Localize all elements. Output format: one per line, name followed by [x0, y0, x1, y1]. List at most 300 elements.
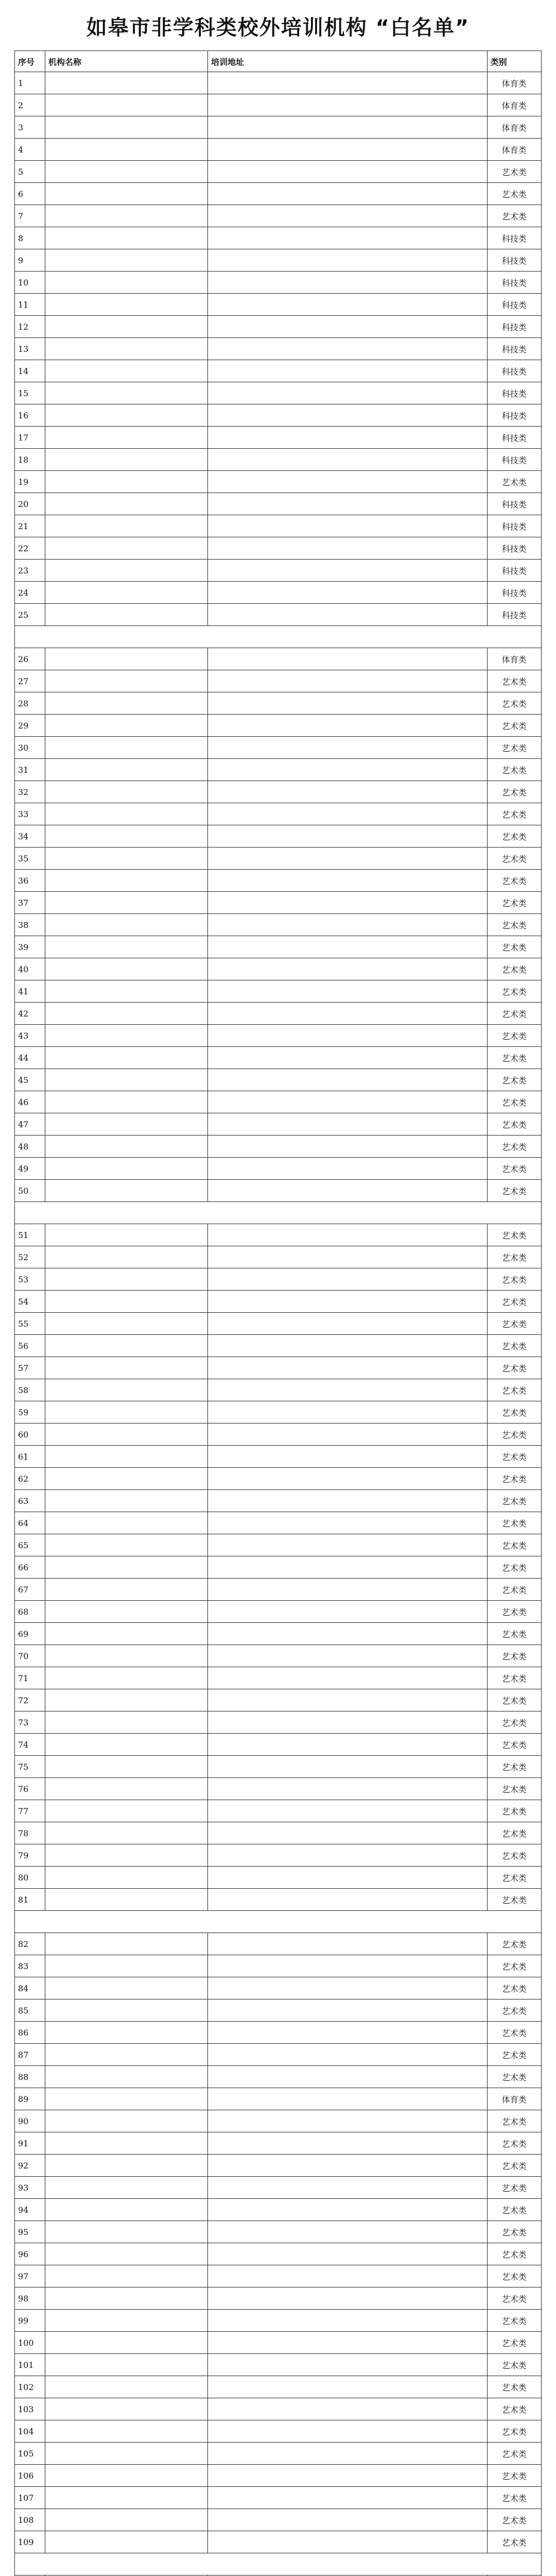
cell-serial-no: 66	[15, 1556, 45, 1579]
cell-training-address	[208, 848, 488, 870]
cell-institution-name	[45, 2287, 207, 2310]
cell-category: 艺术类	[487, 183, 541, 205]
cell-institution-name	[45, 338, 207, 360]
cell-institution-name	[45, 1401, 207, 1423]
cell-category: 科技类	[487, 316, 541, 338]
cell-institution-name	[45, 2132, 207, 2155]
cell-category: 艺术类	[487, 1136, 541, 1158]
table-row	[15, 715, 542, 737]
cell-category: 艺术类	[487, 2332, 541, 2354]
table-row	[15, 2088, 542, 2110]
cell-category: 艺术类	[487, 1933, 541, 1955]
cell-serial-no: 89	[15, 2088, 45, 2110]
cell-institution-name	[45, 980, 207, 1003]
cell-category: 艺术类	[487, 1689, 541, 1711]
cell-training-address	[208, 72, 488, 94]
cell-training-address	[208, 1468, 488, 1490]
cell-institution-name	[45, 2420, 207, 2443]
cell-category: 艺术类	[487, 2177, 541, 2199]
cell-serial-no: 77	[15, 1800, 45, 1822]
cell-training-address	[208, 759, 488, 781]
cell-serial-no: 56	[15, 1335, 45, 1357]
cell-training-address	[208, 1512, 488, 1534]
cell-serial-no: 78	[15, 1822, 45, 1844]
cell-training-address	[208, 1136, 488, 1158]
cell-category: 科技类	[487, 227, 541, 249]
cell-training-address	[208, 914, 488, 936]
cell-training-address	[208, 781, 488, 803]
table-row	[15, 1025, 542, 1047]
cell-institution-name	[45, 1180, 207, 1202]
cell-training-address	[208, 870, 488, 892]
cell-training-address	[208, 2265, 488, 2287]
cell-institution-name	[45, 2265, 207, 2287]
cell-category: 艺术类	[487, 1556, 541, 1579]
cell-institution-name	[45, 1313, 207, 1335]
cell-institution-name	[45, 1889, 207, 1911]
table-row	[15, 2332, 542, 2354]
cell-training-address	[208, 382, 488, 404]
cell-training-address	[208, 116, 488, 139]
whitelist-table	[14, 50, 542, 2576]
cell-training-address	[208, 1003, 488, 1025]
cell-serial-no: 94	[15, 2199, 45, 2221]
cell-institution-name	[45, 582, 207, 604]
cell-training-address	[208, 1224, 488, 1246]
table-row	[15, 2443, 542, 2465]
cell-serial-no: 57	[15, 1357, 45, 1379]
cell-category: 艺术类	[487, 715, 541, 737]
cell-serial-no: 15	[15, 382, 45, 404]
cell-training-address	[208, 1689, 488, 1711]
table-row	[15, 2199, 542, 2221]
cell-serial-no: 10	[15, 272, 45, 294]
cell-training-address	[208, 1113, 488, 1136]
cell-institution-name	[45, 2221, 207, 2243]
cell-serial-no: 26	[15, 648, 45, 670]
cell-training-address	[208, 1534, 488, 1556]
cell-category: 科技类	[487, 360, 541, 382]
cell-serial-no: 98	[15, 2287, 45, 2310]
cell-category: 艺术类	[487, 2509, 541, 2531]
cell-training-address	[208, 2243, 488, 2265]
table-row	[15, 803, 542, 825]
table-row	[15, 2044, 542, 2066]
cell-training-address	[208, 338, 488, 360]
cell-training-address	[208, 715, 488, 737]
header-serial-no: 序号	[15, 51, 45, 72]
cell-serial-no: 44	[15, 1047, 45, 1069]
cell-serial-no: 59	[15, 1401, 45, 1423]
cell-serial-no: 108	[15, 2509, 45, 2531]
table-row	[15, 1446, 542, 1468]
cell-training-address	[208, 1778, 488, 1800]
cell-serial-no: 83	[15, 1955, 45, 1977]
cell-training-address	[208, 2022, 488, 2044]
table-row	[15, 2420, 542, 2443]
cell-institution-name	[45, 183, 207, 205]
cell-institution-name	[45, 294, 207, 316]
cell-category: 科技类	[487, 427, 541, 449]
cell-category: 艺术类	[487, 2132, 541, 2155]
cell-institution-name	[45, 2155, 207, 2177]
cell-category: 艺术类	[487, 1423, 541, 1446]
table-row	[15, 2398, 542, 2420]
cell-institution-name	[45, 72, 207, 94]
cell-category: 艺术类	[487, 2310, 541, 2332]
cell-serial-no: 24	[15, 582, 45, 604]
cell-serial-no: 33	[15, 803, 45, 825]
block-separator	[15, 1202, 542, 1224]
cell-category: 艺术类	[487, 1180, 541, 1202]
table-row	[15, 1734, 542, 1756]
cell-institution-name	[45, 958, 207, 980]
cell-institution-name	[45, 1423, 207, 1446]
cell-serial-no: 74	[15, 1734, 45, 1756]
cell-category: 艺术类	[487, 1534, 541, 1556]
table-row	[15, 2066, 542, 2088]
table-row	[15, 139, 542, 161]
cell-training-address	[208, 316, 488, 338]
cell-serial-no: 81	[15, 1889, 45, 1911]
table-row	[15, 781, 542, 803]
table-row	[15, 980, 542, 1003]
cell-serial-no: 64	[15, 1512, 45, 1534]
cell-category: 体育类	[487, 94, 541, 116]
cell-category: 艺术类	[487, 2465, 541, 2487]
cell-category: 艺术类	[487, 2487, 541, 2509]
cell-institution-name	[45, 914, 207, 936]
table-row	[15, 670, 542, 692]
cell-institution-name	[45, 648, 207, 670]
cell-institution-name	[45, 471, 207, 493]
cell-category: 艺术类	[487, 2243, 541, 2265]
cell-serial-no: 12	[15, 316, 45, 338]
cell-serial-no: 38	[15, 914, 45, 936]
cell-institution-name	[45, 2531, 207, 2553]
cell-institution-name	[45, 1999, 207, 2022]
table-row	[15, 825, 542, 848]
cell-training-address	[208, 183, 488, 205]
cell-category: 艺术类	[487, 848, 541, 870]
table-row	[15, 1689, 542, 1711]
cell-serial-no: 97	[15, 2265, 45, 2287]
cell-serial-no: 7	[15, 205, 45, 227]
cell-training-address	[208, 1069, 488, 1091]
cell-institution-name	[45, 759, 207, 781]
cell-training-address	[208, 537, 488, 560]
cell-institution-name	[45, 1711, 207, 1734]
cell-category: 艺术类	[487, 161, 541, 183]
cell-category: 艺术类	[487, 1844, 541, 1867]
cell-serial-no: 46	[15, 1091, 45, 1113]
cell-category: 艺术类	[487, 2354, 541, 2376]
cell-category: 艺术类	[487, 1357, 541, 1379]
table-row	[15, 1180, 542, 1202]
cell-serial-no: 1	[15, 72, 45, 94]
cell-institution-name	[45, 116, 207, 139]
cell-category: 艺术类	[487, 1401, 541, 1423]
cell-institution-name	[45, 781, 207, 803]
table-row	[15, 1069, 542, 1091]
cell-category: 艺术类	[487, 692, 541, 715]
cell-serial-no: 23	[15, 560, 45, 582]
table-row	[15, 1579, 542, 1601]
cell-institution-name	[45, 2243, 207, 2265]
cell-serial-no: 16	[15, 404, 45, 427]
cell-institution-name	[45, 2310, 207, 2332]
cell-category: 艺术类	[487, 1291, 541, 1313]
cell-institution-name	[45, 2022, 207, 2044]
cell-training-address	[208, 249, 488, 272]
cell-category: 艺术类	[487, 958, 541, 980]
table-row	[15, 1113, 542, 1136]
cell-institution-name	[45, 2199, 207, 2221]
cell-serial-no: 95	[15, 2221, 45, 2243]
table-row	[15, 1667, 542, 1689]
cell-institution-name	[45, 1645, 207, 1667]
cell-serial-no: 40	[15, 958, 45, 980]
table-header	[15, 51, 542, 72]
table-row	[15, 936, 542, 958]
table-row	[15, 2354, 542, 2376]
cell-serial-no: 96	[15, 2243, 45, 2265]
cell-serial-no: 58	[15, 1379, 45, 1401]
cell-institution-name	[45, 1623, 207, 1645]
cell-category: 艺术类	[487, 2398, 541, 2420]
cell-institution-name	[45, 1756, 207, 1778]
cell-institution-name	[45, 316, 207, 338]
cell-institution-name	[45, 1003, 207, 1025]
cell-serial-no: 34	[15, 825, 45, 848]
cell-serial-no: 11	[15, 294, 45, 316]
cell-category: 体育类	[487, 139, 541, 161]
cell-serial-no: 30	[15, 737, 45, 759]
cell-training-address	[208, 1800, 488, 1822]
cell-institution-name	[45, 1224, 207, 1246]
cell-training-address	[208, 139, 488, 161]
cell-institution-name	[45, 604, 207, 626]
cell-training-address	[208, 670, 488, 692]
cell-institution-name	[45, 2487, 207, 2509]
cell-training-address	[208, 2443, 488, 2465]
cell-serial-no: 68	[15, 1601, 45, 1623]
cell-institution-name	[45, 1667, 207, 1689]
cell-category: 科技类	[487, 582, 541, 604]
cell-category: 艺术类	[487, 1069, 541, 1091]
cell-training-address	[208, 1246, 488, 1268]
cell-training-address	[208, 2354, 488, 2376]
block-separator-cell	[15, 2553, 542, 2575]
cell-training-address	[208, 2310, 488, 2332]
cell-training-address	[208, 2332, 488, 2354]
cell-training-address	[208, 1756, 488, 1778]
table-row	[15, 272, 542, 294]
cell-training-address	[208, 1645, 488, 1667]
table-row	[15, 2265, 542, 2287]
cell-training-address	[208, 1977, 488, 1999]
cell-category: 艺术类	[487, 1003, 541, 1025]
cell-serial-no: 91	[15, 2132, 45, 2155]
cell-category: 艺术类	[487, 1734, 541, 1756]
cell-category: 艺术类	[487, 781, 541, 803]
cell-category: 艺术类	[487, 1778, 541, 1800]
cell-category: 艺术类	[487, 1468, 541, 1490]
cell-institution-name	[45, 2066, 207, 2088]
cell-training-address	[208, 1335, 488, 1357]
cell-training-address	[208, 1822, 488, 1844]
cell-training-address	[208, 2420, 488, 2443]
cell-category: 艺术类	[487, 1379, 541, 1401]
cell-category: 艺术类	[487, 1490, 541, 1512]
cell-serial-no: 14	[15, 360, 45, 382]
cell-category: 艺术类	[487, 1113, 541, 1136]
cell-serial-no: 87	[15, 2044, 45, 2066]
cell-serial-no: 93	[15, 2177, 45, 2199]
cell-serial-no: 84	[15, 1977, 45, 1999]
cell-serial-no: 13	[15, 338, 45, 360]
cell-training-address	[208, 2221, 488, 2243]
cell-training-address	[208, 2177, 488, 2199]
cell-institution-name	[45, 205, 207, 227]
table-row	[15, 892, 542, 914]
cell-training-address	[208, 1180, 488, 1202]
cell-category: 艺术类	[487, 2420, 541, 2443]
cell-training-address	[208, 1556, 488, 1579]
cell-category: 科技类	[487, 449, 541, 471]
cell-training-address	[208, 2287, 488, 2310]
cell-serial-no: 55	[15, 1313, 45, 1335]
table-row	[15, 2221, 542, 2243]
cell-training-address	[208, 471, 488, 493]
table-row	[15, 1091, 542, 1113]
table-row	[15, 2177, 542, 2199]
table-row	[15, 1224, 542, 1246]
cell-category: 科技类	[487, 560, 541, 582]
cell-institution-name	[45, 1534, 207, 1556]
cell-training-address	[208, 2132, 488, 2155]
table-row	[15, 1401, 542, 1423]
cell-serial-no: 61	[15, 1446, 45, 1468]
cell-category: 艺术类	[487, 1224, 541, 1246]
cell-institution-name	[45, 1246, 207, 1268]
cell-serial-no: 63	[15, 1490, 45, 1512]
cell-institution-name	[45, 537, 207, 560]
cell-institution-name	[45, 2509, 207, 2531]
cell-serial-no: 101	[15, 2354, 45, 2376]
cell-training-address	[208, 1379, 488, 1401]
table-row	[15, 2487, 542, 2509]
table-row	[15, 737, 542, 759]
cell-serial-no: 43	[15, 1025, 45, 1047]
cell-institution-name	[45, 1579, 207, 1601]
cell-serial-no: 100	[15, 2332, 45, 2354]
cell-training-address	[208, 1933, 488, 1955]
table-row	[15, 316, 542, 338]
cell-category: 艺术类	[487, 1667, 541, 1689]
cell-category: 艺术类	[487, 2022, 541, 2044]
cell-institution-name	[45, 161, 207, 183]
cell-training-address	[208, 2398, 488, 2420]
table-row	[15, 1800, 542, 1822]
block-separator	[15, 1911, 542, 1933]
cell-serial-no: 21	[15, 515, 45, 537]
cell-training-address	[208, 2465, 488, 2487]
cell-category: 艺术类	[487, 1645, 541, 1667]
cell-serial-no: 82	[15, 1933, 45, 1955]
cell-category: 艺术类	[487, 2265, 541, 2287]
cell-institution-name	[45, 1113, 207, 1136]
table-row	[15, 449, 542, 471]
cell-training-address	[208, 648, 488, 670]
cell-training-address	[208, 1091, 488, 1113]
cell-category: 科技类	[487, 515, 541, 537]
table-row	[15, 1867, 542, 1889]
table-row	[15, 72, 542, 94]
table-row	[15, 2110, 542, 2132]
cell-category: 艺术类	[487, 980, 541, 1003]
cell-category: 科技类	[487, 249, 541, 272]
table-row	[15, 1645, 542, 1667]
cell-training-address	[208, 515, 488, 537]
cell-training-address	[208, 94, 488, 116]
cell-training-address	[208, 2199, 488, 2221]
cell-training-address	[208, 1667, 488, 1689]
table-row	[15, 1534, 542, 1556]
table-row	[15, 94, 542, 116]
table-row	[15, 958, 542, 980]
cell-serial-no: 5	[15, 161, 45, 183]
cell-institution-name	[45, 1446, 207, 1468]
cell-serial-no: 53	[15, 1268, 45, 1291]
cell-institution-name	[45, 382, 207, 404]
table-row	[15, 1623, 542, 1645]
cell-training-address	[208, 1423, 488, 1446]
cell-serial-no: 19	[15, 471, 45, 493]
cell-serial-no: 22	[15, 537, 45, 560]
cell-serial-no: 18	[15, 449, 45, 471]
table-row	[15, 1335, 542, 1357]
cell-institution-name	[45, 936, 207, 958]
cell-training-address	[208, 2376, 488, 2398]
cell-category: 科技类	[487, 338, 541, 360]
table-row	[15, 1490, 542, 1512]
table-row	[15, 116, 542, 139]
cell-serial-no: 9	[15, 249, 45, 272]
cell-training-address	[208, 958, 488, 980]
table-row	[15, 1047, 542, 1069]
table-row	[15, 471, 542, 493]
cell-serial-no: 42	[15, 1003, 45, 1025]
cell-category: 科技类	[487, 382, 541, 404]
cell-training-address	[208, 449, 488, 471]
cell-serial-no: 76	[15, 1778, 45, 1800]
table-row	[15, 2155, 542, 2177]
cell-institution-name	[45, 94, 207, 116]
cell-category: 艺术类	[487, 1999, 541, 2022]
cell-institution-name	[45, 2044, 207, 2066]
cell-institution-name	[45, 1335, 207, 1357]
cell-training-address	[208, 692, 488, 715]
table-row	[15, 537, 542, 560]
cell-institution-name	[45, 870, 207, 892]
cell-category: 艺术类	[487, 2155, 541, 2177]
cell-category: 艺术类	[487, 825, 541, 848]
cell-institution-name	[45, 493, 207, 515]
cell-institution-name	[45, 1091, 207, 1113]
table-row	[15, 294, 542, 316]
cell-category: 艺术类	[487, 1091, 541, 1113]
